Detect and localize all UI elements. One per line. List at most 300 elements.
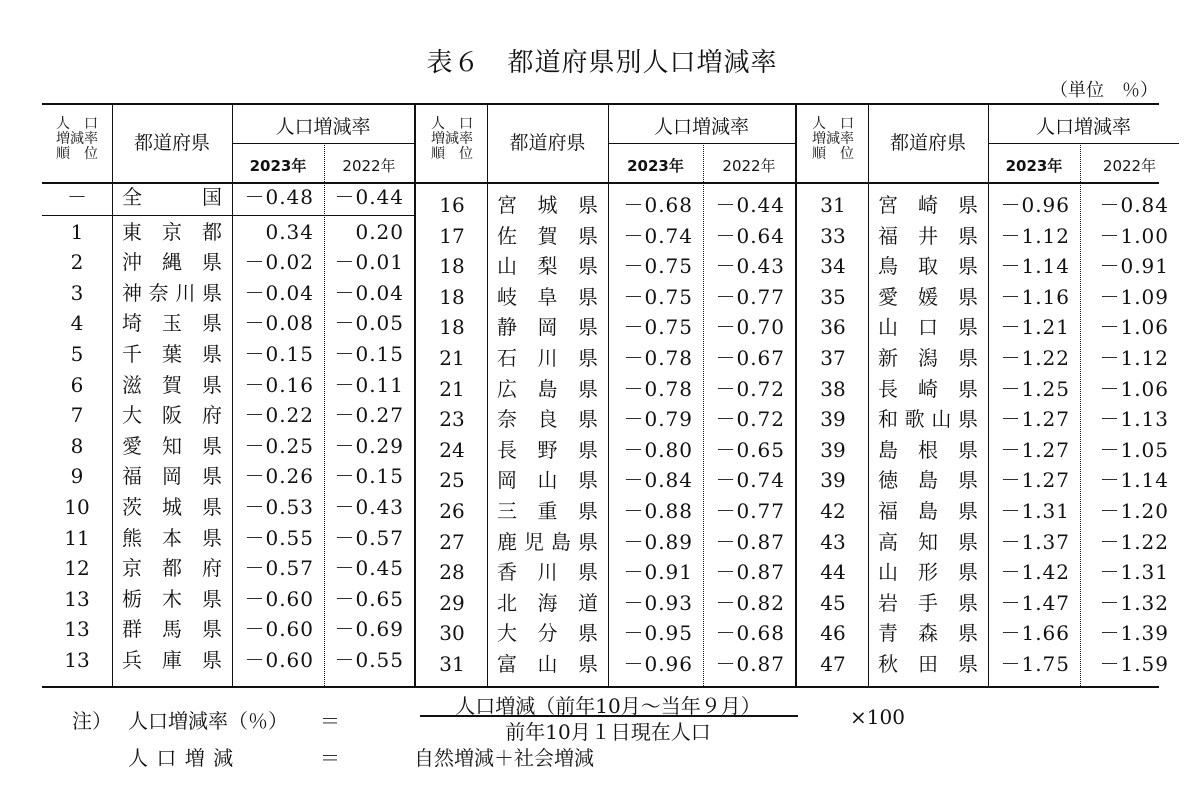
rate-2022-cell: －0.72 (715, 407, 785, 432)
rate-2022-cell: －0.57 (334, 525, 404, 550)
rank-cell: 4 (70, 311, 84, 336)
rank-cell: 12 (64, 556, 90, 581)
rate-2023-cell: －0.60 (244, 617, 314, 642)
table-row (42, 343, 1169, 374)
rank-cell: 43 (820, 529, 846, 554)
prefecture-char: 国 (202, 185, 222, 209)
rank-cell: 23 (439, 407, 465, 432)
rate-2022-cell: －0.74 (715, 468, 785, 493)
prefecture-cell (878, 465, 978, 496)
rate-2023-cell: －0.68 (623, 193, 693, 217)
rank-header-line: 増減率 (431, 131, 473, 147)
rate-2023-cell: －0.26 (244, 464, 314, 489)
rate-2022-cell: －0.77 (715, 499, 785, 523)
prefecture-char: 県 (202, 464, 222, 489)
prefecture-char: 群 (122, 617, 142, 642)
rate-2022-cell: －0.68 (715, 621, 785, 646)
prefecture-char: 県 (578, 560, 598, 585)
prefecture-char: 秋 (878, 652, 898, 676)
table-row (42, 190, 1169, 221)
prefecture-char: 県 (958, 529, 978, 554)
prefecture-cell (878, 374, 978, 405)
prefecture-char: 新 (878, 346, 898, 370)
prefecture-char: 県 (958, 437, 978, 462)
rate-2023-cell: －0.22 (244, 403, 314, 428)
rate-2022-cell: －0.70 (715, 315, 785, 340)
rank-cell: 27 (439, 529, 465, 554)
rank-cell: 31 (439, 652, 465, 676)
rate-2022-cell: －0.65 (715, 437, 785, 462)
rate-2023-cell: －1.16 (1000, 284, 1070, 309)
prefecture-char: 県 (202, 342, 222, 366)
prefecture-char: 宮 (878, 193, 898, 217)
prefecture-char: 県 (202, 617, 222, 642)
rank-cell: 21 (439, 346, 465, 370)
prefecture-char: 口 (918, 315, 938, 340)
note-prefix: 注） (72, 709, 112, 733)
rank-cell: 18 (439, 315, 465, 340)
prefecture-char: 形 (918, 560, 938, 585)
prefecture-char: 県 (958, 499, 978, 523)
group-divider (414, 105, 416, 182)
prefecture-cell (878, 251, 978, 282)
prefecture-char: 島 (878, 437, 898, 462)
formula-denominator: 前年10月１日現在人口 (505, 720, 711, 744)
prefecture-char: 県 (957, 407, 978, 432)
prefecture-char: 野 (537, 437, 558, 462)
header-divider (112, 105, 113, 182)
prefecture-char: 山 (497, 254, 517, 279)
rate-2023-cell: －0.78 (623, 376, 693, 401)
rank-cell: 13 (64, 586, 90, 611)
prefecture-char: 沖 (122, 250, 142, 275)
rank-cell: 11 (64, 525, 90, 550)
table-row (42, 588, 1169, 619)
prefecture-char: 県 (958, 468, 978, 493)
rank-header-line: 人 口 (56, 116, 98, 132)
rate-2023-cell: －1.47 (1000, 590, 1070, 615)
rate-2022-cell: －0.67 (715, 346, 785, 370)
rank-cell: 24 (439, 437, 465, 462)
prefecture-char: 庫 (162, 648, 182, 672)
rank-header-line: 順 位 (56, 146, 98, 162)
rate-2022-cell: －0.45 (334, 556, 404, 581)
rank-header-line: 順 位 (812, 146, 854, 162)
prefecture-char: 県 (578, 437, 598, 462)
prefecture-char: 県 (578, 499, 598, 523)
prefecture-char: 県 (202, 586, 222, 611)
rate-2022-cell: －0.44 (334, 185, 404, 209)
prefecture-cell (878, 618, 978, 649)
rank-cell: 47 (820, 652, 846, 676)
prefecture-char: 和 (878, 407, 898, 432)
prefecture-char: 京 (162, 219, 182, 244)
rate-2023-cell: －0.88 (623, 499, 693, 523)
rate-2022-cell: －0.87 (715, 529, 785, 554)
rank-cell: 42 (820, 499, 846, 523)
rate-2023-cell: －0.96 (623, 652, 693, 676)
formula-multiplier: ×100 (850, 705, 905, 729)
rate-2022-cell: －1.06 (1099, 315, 1169, 340)
rate-2022-cell: －0.91 (1099, 254, 1169, 279)
rate-2022-cell: －1.00 (1099, 223, 1169, 248)
prefecture-char: 県 (958, 652, 978, 676)
prefecture-char: 埼 (122, 311, 142, 336)
prefecture-char: 兵 (122, 648, 142, 672)
rate-2022-cell: －0.87 (715, 652, 785, 676)
prefecture-char: 宮 (497, 193, 517, 217)
prefecture-cell (878, 221, 978, 252)
rate-2022-cell: －0.05 (334, 311, 404, 336)
prefecture-char: 府 (202, 403, 222, 428)
group-divider (795, 105, 797, 182)
rate-2023-cell: －0.79 (623, 407, 693, 432)
rate-2022-cell: －1.09 (1099, 284, 1169, 309)
prefecture-char: 梨 (537, 254, 558, 279)
rate-2022-cell: 0.20 (355, 219, 404, 244)
rate-2022-cell: －1.06 (1099, 376, 1169, 401)
prefecture-char: 葉 (162, 342, 182, 366)
formula-numerator: 人口増減（前年10月～当年９月） (455, 694, 761, 718)
prefecture-char: 岐 (497, 284, 517, 309)
rank-cell: 2 (70, 250, 84, 275)
prefecture-char: 都 (162, 556, 182, 581)
prefecture-char: 鳥 (878, 254, 898, 279)
prefecture-char: 県 (958, 346, 978, 370)
prefecture-char: 愛 (122, 433, 142, 458)
header-divider (487, 105, 488, 182)
prefecture-char: 高 (878, 529, 898, 554)
rate-2023-cell: －1.21 (1000, 315, 1070, 340)
rate-2022-cell: －0.64 (715, 223, 785, 248)
rank-cell: 33 (820, 223, 846, 248)
table-row (42, 496, 1169, 527)
prefecture-cell (878, 312, 978, 343)
rate-2022-cell: －1.20 (1099, 499, 1169, 523)
rank-cell: 18 (439, 284, 465, 309)
rate-2023-cell: －0.74 (623, 223, 693, 248)
year-2022-header-2: 2022年 (722, 157, 776, 175)
prefecture-char: 京 (122, 556, 142, 581)
rank-header-line: 順 位 (431, 146, 473, 162)
rate-definition-label: 人口増減率（％） (128, 709, 288, 733)
rate-2022-cell: －0.55 (334, 648, 404, 672)
rate-2023-cell: －0.96 (1000, 193, 1070, 217)
rate-2022-cell: －0.69 (334, 617, 404, 642)
header-divider-dotted (1080, 143, 1081, 182)
prefecture-char: 媛 (918, 284, 938, 309)
prefecture-char: 愛 (878, 284, 898, 309)
prefecture-char: 県 (202, 433, 222, 458)
rate-2022-cell: －0.77 (715, 284, 785, 309)
rate-2022-cell: －0.44 (715, 193, 785, 217)
prefecture-char: 奈 (148, 280, 169, 305)
rank-cell: 35 (820, 284, 846, 309)
prefecture-cell (878, 435, 978, 466)
prefecture-char: 福 (878, 223, 898, 248)
header-divider (868, 105, 869, 182)
rank-cell: 39 (820, 407, 846, 432)
prefecture-char: 本 (162, 525, 182, 550)
table-row (42, 527, 1169, 558)
prefecture-char: 県 (958, 621, 978, 646)
rate-2022-cell: －0.87 (715, 560, 785, 585)
table-header (42, 103, 1159, 184)
prefecture-char: 崎 (918, 376, 938, 401)
prefecture-char: 賀 (537, 223, 558, 248)
rank-cell: 31 (820, 193, 846, 217)
rank-header-1 (42, 117, 112, 162)
rate-2022-cell: －1.32 (1099, 590, 1169, 615)
population-change-table (42, 103, 1169, 688)
prefecture-char: 県 (958, 193, 978, 217)
rank-cell: 44 (820, 560, 846, 585)
table-row (42, 251, 1169, 282)
rank-cell: 38 (820, 376, 846, 401)
rank-cell: 13 (64, 617, 90, 642)
prefecture-cell (878, 404, 978, 435)
rate-2023-cell: －0.16 (244, 372, 314, 397)
prefecture-char: 徳 (878, 468, 898, 493)
prefecture-char: 県 (202, 372, 222, 397)
rank-cell: 21 (439, 376, 465, 401)
prefecture-char: 府 (202, 556, 222, 581)
rate-2023-cell: －0.84 (623, 468, 693, 493)
rate-2022-cell: －0.43 (334, 495, 404, 519)
rank-header-2 (417, 117, 487, 162)
table-row (42, 282, 1169, 313)
prefecture-char: 北 (497, 590, 517, 615)
prefecture-char: 青 (878, 621, 898, 646)
rate-2023-cell: －0.53 (244, 495, 314, 519)
prefecture-cell (878, 588, 978, 619)
prefecture-char: 県 (578, 284, 598, 309)
rate-2023-cell: －1.27 (1000, 437, 1070, 462)
prefecture-cell (878, 496, 978, 527)
rate-2023-cell: －1.75 (1000, 652, 1070, 676)
rank-cell: 46 (820, 621, 846, 646)
prefecture-char: 島 (551, 529, 571, 554)
rate-header-2: 人口増減率 (653, 116, 749, 138)
prefecture-char: 香 (497, 560, 517, 585)
header-subline-2 (608, 143, 795, 144)
rate-2022-cell: －1.13 (1099, 407, 1169, 432)
prefecture-char: 岩 (878, 590, 898, 615)
prefecture-char: 山 (537, 652, 558, 676)
prefecture-char: 都 (202, 219, 222, 244)
rate-2023-cell: －1.31 (1000, 499, 1070, 523)
rank-cell: 39 (820, 437, 846, 462)
prefecture-char: 県 (578, 621, 598, 646)
rank-cell: － (67, 185, 87, 209)
prefecture-char: 県 (202, 311, 222, 336)
prefecture-char: 手 (918, 590, 938, 615)
prefecture-char: 県 (202, 250, 222, 275)
rate-2023-cell: －0.25 (244, 433, 314, 458)
prefecture-char: 県 (578, 193, 598, 217)
prefecture-char: 城 (162, 495, 182, 519)
prefecture-char: 崎 (918, 193, 938, 217)
rank-cell: 45 (820, 590, 846, 615)
prefecture-char: 熊 (122, 525, 142, 550)
rate-2022-cell: －1.12 (1099, 346, 1169, 370)
year-2023-header-2: 2023年 (627, 157, 684, 175)
year-2022-header-3: 2022年 (1102, 157, 1157, 175)
rate-2023-cell: －1.25 (1000, 376, 1070, 401)
prefecture-char: 福 (122, 464, 142, 489)
table-row (42, 557, 1169, 588)
prefecture-char: 大 (497, 621, 517, 646)
prefecture-char: 潟 (918, 346, 938, 370)
prefecture-char: 滋 (122, 372, 142, 397)
equals-sign: ＝ (320, 709, 340, 733)
rate-2023-cell: －0.55 (244, 525, 314, 550)
prefecture-char: 歌 (904, 407, 925, 432)
rate-2023-cell: －0.93 (623, 590, 693, 615)
prefecture-char: 県 (958, 590, 978, 615)
prefecture-char: 富 (497, 652, 517, 676)
rate-2023-cell: －0.60 (244, 586, 314, 611)
rate-2023-cell: －0.75 (623, 254, 693, 279)
prefecture-char: 山 (878, 560, 898, 585)
table-row (42, 435, 1169, 466)
equals-sign-2: ＝ (320, 746, 340, 770)
rate-2022-cell: －1.14 (1099, 468, 1169, 493)
header-subline-3 (988, 143, 1179, 144)
rate-2023-cell: －0.15 (244, 342, 314, 366)
prefecture-char: 県 (578, 254, 598, 279)
rank-cell: 9 (70, 464, 84, 489)
rank-cell: 30 (439, 621, 465, 646)
prefecture-char: 県 (578, 315, 598, 340)
rate-2023-cell: －0.48 (244, 185, 314, 209)
table-body (42, 182, 1169, 688)
header-divider (988, 105, 989, 182)
rank-cell: 6 (70, 372, 84, 397)
prefecture-char: 県 (958, 376, 978, 401)
rate-2023-cell: －1.66 (1000, 621, 1070, 646)
prefecture-char: 山 (931, 407, 952, 432)
rank-header-line: 人 口 (812, 116, 854, 132)
prefecture-char: 馬 (162, 617, 182, 642)
rank-cell: 1 (70, 219, 84, 244)
table-row (42, 312, 1169, 343)
rate-2022-cell: －0.29 (334, 433, 404, 458)
rate-2023-cell: －1.14 (1000, 254, 1070, 279)
prefecture-char: 長 (497, 437, 517, 462)
prefecture-cell (878, 343, 978, 374)
rank-cell: 18 (439, 254, 465, 279)
prefecture-header-2: 都道府県 (509, 132, 586, 154)
prefecture-char: 城 (537, 193, 558, 217)
prefecture-char: 木 (162, 586, 182, 611)
rate-2023-cell: －0.02 (244, 250, 314, 275)
prefecture-char: 川 (537, 560, 558, 585)
prefecture-char: 県 (578, 652, 598, 676)
prefecture-char: 井 (918, 223, 938, 248)
rate-2022-cell: －0.01 (334, 250, 404, 275)
prefecture-char: 県 (578, 468, 598, 493)
rate-header-3: 人口増減率 (1035, 116, 1131, 138)
header-divider-dotted (324, 143, 325, 182)
rank-cell: 16 (439, 193, 465, 217)
prefecture-char: 知 (162, 433, 182, 458)
header-divider (608, 105, 609, 182)
prefecture-char: 道 (578, 590, 598, 615)
rate-2023-cell: －1.27 (1000, 407, 1070, 432)
rate-2022-cell: －1.31 (1099, 560, 1169, 585)
rate-2022-cell: －1.39 (1099, 621, 1169, 646)
prefecture-char: 県 (578, 376, 598, 401)
prefecture-char: 栃 (122, 586, 142, 611)
prefecture-char: 長 (878, 376, 898, 401)
rank-cell: 29 (439, 590, 465, 615)
rank-cell: 17 (439, 223, 465, 248)
prefecture-char: 県 (202, 525, 222, 550)
header-subline-1 (232, 143, 414, 144)
rate-2022-cell: －1.59 (1099, 652, 1169, 676)
prefecture-cell (878, 282, 978, 313)
rate-2023-cell: －0.57 (244, 556, 314, 581)
table-row (42, 404, 1169, 435)
rate-2023-cell: －1.42 (1000, 560, 1070, 585)
year-2022-header-1: 2022年 (342, 157, 396, 175)
prefecture-char: 児 (524, 529, 544, 554)
prefecture-char: 良 (537, 407, 558, 432)
rate-2023-cell: －1.12 (1000, 223, 1070, 248)
rank-cell: 5 (70, 342, 84, 366)
prefecture-char: 鹿 (497, 529, 517, 554)
prefecture-char: 神 (122, 280, 142, 305)
rate-2022-cell: －0.27 (334, 403, 404, 428)
prefecture-char: 県 (958, 560, 978, 585)
rate-2023-cell: 0.34 (265, 219, 314, 244)
prefecture-char: 取 (918, 254, 938, 279)
rate-2023-cell: －0.75 (623, 315, 693, 340)
prefecture-char: 島 (537, 376, 558, 401)
prefecture-char: 海 (537, 590, 558, 615)
prefecture-char: 県 (958, 315, 978, 340)
rate-2023-cell: －1.27 (1000, 468, 1070, 493)
rate-2023-cell: －1.37 (1000, 529, 1070, 554)
prefecture-char: 山 (878, 315, 898, 340)
rate-2022-cell: －0.65 (334, 586, 404, 611)
rate-2022-cell: －0.43 (715, 254, 785, 279)
table-row (42, 649, 1169, 680)
rate-2023-cell: －0.60 (244, 648, 314, 672)
year-2023-header-3: 2023年 (1005, 157, 1063, 175)
prefecture-char: 茨 (122, 495, 142, 519)
rank-header-3 (798, 117, 868, 162)
prefecture-char: 賀 (162, 372, 182, 397)
prefecture-cell (878, 190, 978, 221)
table-row (42, 465, 1169, 496)
year-2023-header-1: 2023年 (249, 157, 307, 175)
prefecture-char: 静 (497, 315, 517, 340)
prefecture-char: 島 (918, 499, 938, 523)
prefecture-char: 県 (958, 254, 978, 279)
prefecture-char: 岡 (497, 468, 517, 493)
prefecture-cell (878, 557, 978, 588)
prefecture-char: 奈 (497, 407, 517, 432)
rank-header-line: 人 口 (431, 116, 473, 132)
prefecture-char: 県 (201, 280, 222, 305)
prefecture-char: 広 (497, 376, 517, 401)
table-row (42, 221, 1169, 252)
prefecture-char: 島 (918, 468, 938, 493)
rank-cell: 36 (820, 315, 846, 340)
rate-2023-cell: －0.78 (623, 346, 693, 370)
